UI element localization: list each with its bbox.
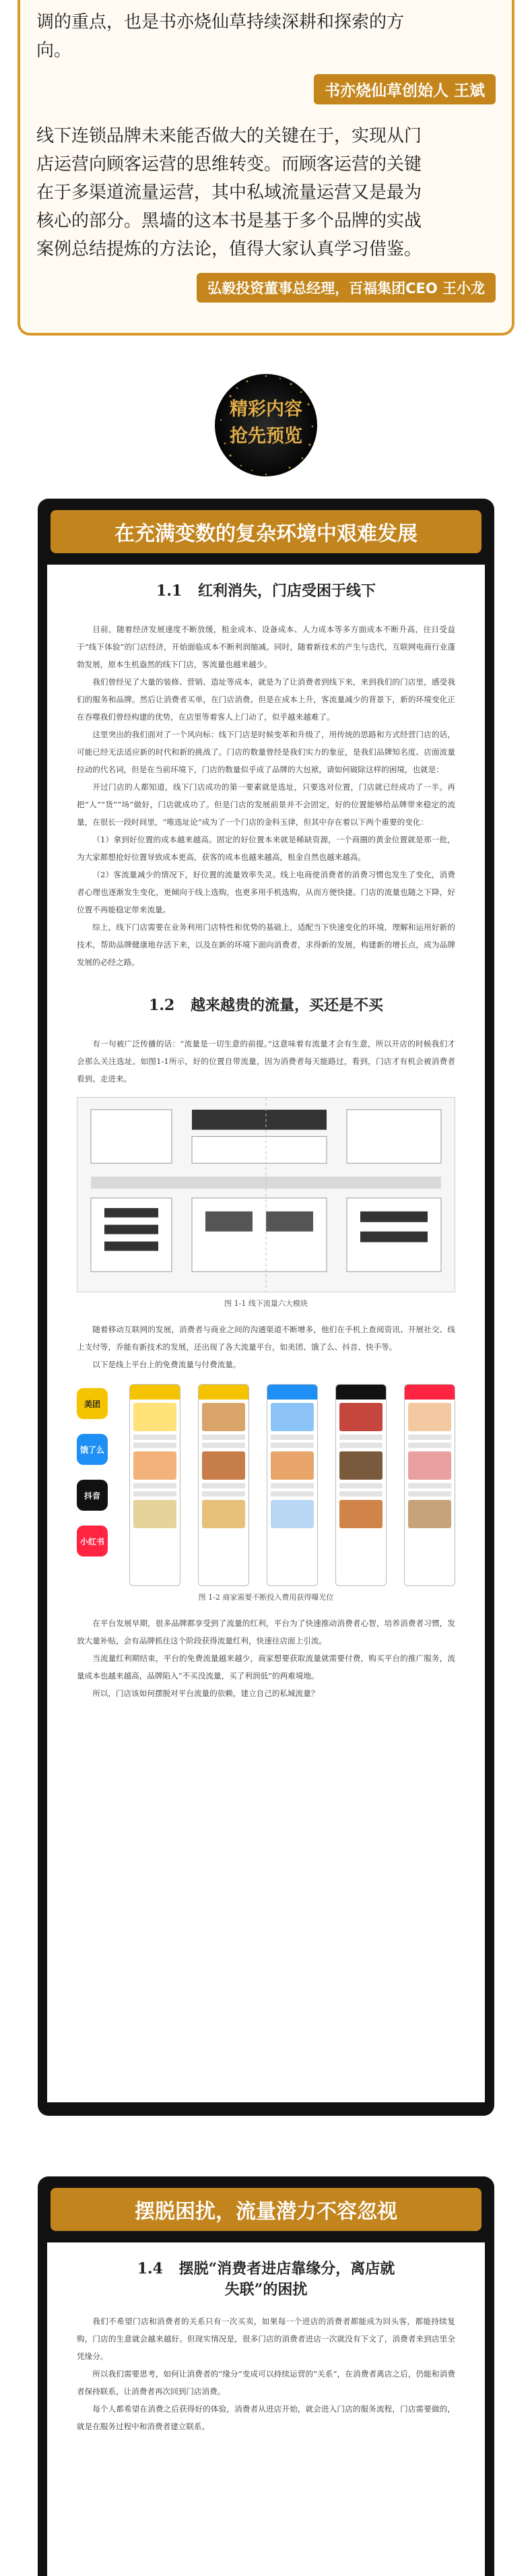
street-layout-diagram <box>77 1098 455 1292</box>
paragraph: 综上，线下门店需要在业务利用门店特性和优势的基础上，适配当下快速变化的环境，理解和运用好新的技术，帮助品牌健康地存活下来，以及在新的环境下面向消费者，求得新的发展，构建新的增长点，成为品牌发展的必经之路。 <box>77 922 455 967</box>
section-card-1 <box>38 499 494 2116</box>
paragraph: （2）客流量减少的情况下，好位置的流量效率失灵。线上电商使消费者的消费习惯也发生了变化，消费者心理也逐渐发生变化，更倾向于线上选购，也更多用手机选购，从而方便快捷。门店的流量也随之下降，好位置不再能稳定带来流量。 <box>77 870 455 914</box>
paragraph: 在平台发展早期，很多品牌都享受到了流量的红利，平台为了快速推动消费者心智，培养消费者习惯，发放大量补贴，会有品牌抓住这个阶段获得流量红利，快速往店面上引流。 <box>77 1619 455 1645</box>
paragraph: 这里突出的我们面对了一个风向标：线下门店是时候变革和升级了，用传统的思路和方式经营门店的话，可能已经无法适应新的时代和新的挑战了。门店的数量曾经是我们实力的象征，是我们品牌知名度、店面流量拉动的代名词，但是在当前环境下，门店的数量似乎成了品牌的大包袱，请如何破除这样的困境，也就是： <box>77 730 455 774</box>
paragraph: 有一句被广泛传播的话：“流量是一切生意的前提。”这意味着有流量才会有生意，所以开店的时候我们才会那么关注选址。如图1-1所示，好的位置自带流量，因为消费者每天能路过，看到，门店才有机会被消费者看到、走进来。 <box>77 1039 455 1083</box>
quote2-line1: 线下连锁品牌未来能否做大的关键在于，实现从门 <box>36 126 422 146</box>
section-2-title: 摆脱困扰，流量潜力不容忽视 <box>51 2188 481 2231</box>
app-icon-column <box>77 1388 117 1571</box>
figure-1-2-caption: 图 1-2 商家需要不断投入费用获得曝光位 <box>198 1593 334 1602</box>
heading-1-4-line-1: 摆脱“消费者进店靠缘分，离店就 <box>178 2260 395 2277</box>
figure-1-1-caption: 图 1-1 线下流量六大模块 <box>224 1299 308 1308</box>
endorsement-author-1 <box>36 74 496 104</box>
section-2-header <box>38 2176 494 2242</box>
quote1-line1: 调的重点，也是书亦烧仙草持续深耕和探索的方 <box>36 12 405 32</box>
eleme-app-icon: 饿了么 <box>77 1434 108 1465</box>
endorsement-quote-1 <box>36 8 496 65</box>
heading-1-4 <box>77 2257 455 2299</box>
paragraph: 所以，门店该如何摆脱对平台流量的依赖，建立自己的私域流量？ <box>92 1689 319 1698</box>
paragraph: 当流量红利期结束，平台的免费流量越来越少，商家想要获取流量就需要付费，购买平台的推广服务，流量成本也越来越高，品牌陷入“不买没流量，买了利润低”的两难境地。 <box>77 1654 455 1680</box>
heading-1-1-text: 红利消失，门店受困于线下 <box>197 582 376 600</box>
preview-badge-text <box>210 396 322 450</box>
badge-line-1: 精彩内容 <box>230 399 302 420</box>
section-1-page <box>47 565 485 2102</box>
phone-screenshot <box>404 1384 455 1586</box>
paragraph: 我们曾经见了大量的装修、营销、造址等成本，就是为了让消费者到线下来，来到我们的门店里，感受我们的服务和品牌。然后让消费者买单，在门店消费。但是在成本上升，客流量减少的背景下，新的环境变化正在吞噬我们曾经构建的优势，在店里等着客人上门动了，似乎越来越难了。 <box>77 677 455 722</box>
paragraph: 开过门店的人都知道，线下门店成功的第一要素就是选址，只要选对位置，门店就已经成功了一半。再把“人”“货”“场”做好，门店就成功了。但是门店的发展前景并不会固定，好的位置能够给品牌带来稳定的流量，在很长一段时间里，“唯选址论”成为了一个门店的金科玉律，但其中存在着以下两个重要的变化： <box>77 782 455 827</box>
paragraph: 每个人都希望在消费之后获得好的体验，消费者从进店开始，就会进入门店的服务流程，门店需要做的，就是在服务过程中和消费者建立联系。 <box>77 2404 455 2431</box>
heading-1-1 <box>77 579 455 600</box>
heading-1-2-text: 越来越贵的流量，买还是不买 <box>190 997 383 1014</box>
section-1-header <box>38 499 494 565</box>
quote1-line2: 向。 <box>36 40 72 61</box>
figure-1-2-screenshots <box>77 1384 455 1586</box>
heading-1-2 <box>77 994 455 1015</box>
phone-screenshot <box>335 1384 387 1586</box>
endorsement-panel <box>18 0 514 336</box>
preview-badge <box>0 369 532 477</box>
paragraph: 所以我们需要思考，如何让消费者的“缘分”变成可以持续运营的“关系”，在消费者离店之后，仍能和消费者保持联系，让消费者再次回到门店消费。 <box>77 2369 455 2396</box>
heading-1-4-line-2: 失联”的困扰 <box>224 2281 308 2298</box>
quote2-line3: 在于多渠道流量运营，其中私域流量运营又是最为 <box>36 183 422 203</box>
quote2-line5: 案例总结提炼的方法论，值得大家认真学习借鉴。 <box>36 239 422 259</box>
paragraph: 随着移动互联网的发展，消费者与商业之间的沟通渠道不断增多，他们在手机上查阅资讯、开展社交、线上支付等，乔能有新技术的发展，还出现了各大流量平台，如美团、饿了么、抖音、快手等。 <box>77 1325 455 1352</box>
section-2-page <box>47 2242 485 2576</box>
phone-screenshots <box>129 1384 455 1586</box>
endorsement-quote-2 <box>36 122 496 263</box>
figure-1-1-diagram <box>77 1097 455 1292</box>
phone-screenshot <box>267 1384 318 1586</box>
heading-1-4-number: 1.4 <box>137 2260 163 2277</box>
phone-screenshot <box>198 1384 249 1586</box>
xiaohongshu-app-icon: 小红书 <box>77 1526 108 1557</box>
badge-line-2: 抢先预览 <box>230 426 302 447</box>
heading-1-1-number: 1.1 <box>156 582 182 600</box>
endorsement-author-2 <box>36 273 496 303</box>
paragraph: 目前，随着经济发展速度不断放缓，租金成本、设备成本、人力成本等多方面成本不断升高，往日受益于“线下体验”的门店经济，开始面临成本不断利润缩减。同时，随着新技术的产生与迭代，互联网电商行业蓬勃发展，原本生机盎然的线下门店，客流量也越来越少。 <box>77 625 455 669</box>
author-2-badge: 弘毅投资董事总经理，百福集团CEO 王小龙 <box>197 273 496 303</box>
section-1-title: 在充满变数的复杂环境中艰难发展 <box>51 510 481 553</box>
quote2-line2: 店运营向顾客运营的思维转变。而顾客运营的关键 <box>36 154 422 175</box>
meituan-app-icon: 美团 <box>77 1388 108 1419</box>
douyin-app-icon: 抖音 <box>77 1480 108 1511</box>
section-card-2 <box>38 2176 494 2576</box>
phone-screenshot <box>129 1384 180 1586</box>
paragraph: （1）拿到好位置的成本越来越高。固定的好位置本来就是稀缺资源，一个商圈的黄金位置就是那一批，为大家都想抢好位置导致成本更高，获客的成本也越来越高，租金自然也越来越高。 <box>77 835 455 862</box>
heading-1-2-number: 1.2 <box>149 997 175 1014</box>
quote2-line4: 核心的部分。黑墙的这本书是基于多个品牌的实战 <box>36 211 422 231</box>
paragraph: 以下是线上平台上的免费流量与付费流量。 <box>92 1360 241 1369</box>
author-1-badge: 书亦烧仙草创始人 王斌 <box>314 74 496 104</box>
paragraph: 我们不希望门店和消费者的关系只有一次买卖，如果每一个进店的消费者都能成为回头客，都能持续复购，门店的生意就会越来越好。但现实情况是，很多门店的消费者进店一次就没有下文了，消费者来到店里全凭缘分。 <box>77 2317 455 2361</box>
